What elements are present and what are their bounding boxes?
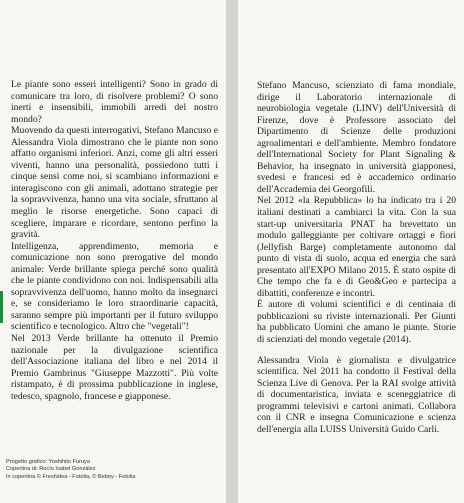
credit-cover-design: Copertina di: Rocío Isabel González xyxy=(6,466,96,473)
awards-paragraph: Nel 2013 Verde brillante ha ottenuto il Premio nazionale per la divulgazione scientifica dell'Associazione italiana del libro e nel 2014 il Premio Gambrinus "Giuseppe Mazzotti". Più volte ristampato, è di prossima pubblicazione in inglese, tedesco, spagnolo, francese e giapponese. xyxy=(11,333,218,402)
credit-graphic-design: Progetto grafico: Yoshihito Furuya xyxy=(6,459,90,465)
credits xyxy=(6,459,136,481)
green-edge-stripe xyxy=(0,291,3,323)
mancuso-publications-paragraph: È autore di volumi scientifici e di centinaia di pubblicazioni su riviste internazionali. Per Giunti ha pubblicato Uomini che amano le piante. Storie di scienziati del mondo vegetale (2014). xyxy=(257,299,456,346)
credit-cover-image: In copertina © Freshidea - Fotolia, © Beboy - Fotolia xyxy=(6,473,136,480)
viola-bio-paragraph: Alessandra Viola è giornalista e divulgatrice scientifica. Nel 2011 ha condotto il Festival della Scienza Live di Genova. Per la RAI svolge attività di documentaristica, inviata e sceneggiatrice di programmi televisivi e cartoni animati. Collabora con il CNR e insegna Comunicazione e scienza dell'energia alla LUISS Università Guido Carli. xyxy=(257,354,456,435)
right-flap-text xyxy=(257,80,456,435)
book-summary-paragraph: Muovendo da questi interrogativi, Stefano Mancuso e Alessandra Viola dimostrano che le piante non sono affatto organismi inferiori. Anzi, come gli altri esseri viventi, hanno una personalità, possiedono tutti i cinque sensi come noi, si scambiano informazioni e interagiscono con gli animali, adottano strategie per la sopravvivenza, hanno una vita sociale, sfruttano al meglio le risorse energetiche. Sono capaci di scegliere, imparare e ricordare, sentono perfino la gravità. xyxy=(11,125,218,241)
left-flap-text xyxy=(11,79,218,402)
mancuso-achievements-paragraph: Nel 2012 «la Repubblica» lo ha indicato tra i 20 italiani destinati a cambiarci la vita. Con la sua start-up universitaria PNAT ha brevettato un modulo galleggiante per coltivare ortaggi e fiori (Jellyfish Barge) completamente autonomo dal punto di vista di suolo, acqua ed energia che sarà presentato all'EXPO Milano 2015. È stato ospite di Che tempo che fa e di Geo&Geo e partecipa a dibattiti, conferenze e incontri. xyxy=(257,195,456,299)
left-flap xyxy=(0,0,226,503)
intro-questions-paragraph: Le piante sono esseri intelligenti? Sono in grado di comunicare tra loro, di risolvere problemi? O sono inerti e insensibili, immobili arredi del nostro mondo? xyxy=(11,79,218,125)
mancuso-bio-paragraph: Stefano Mancuso, scienziato di fama mondiale, dirige il Laboratorio internazionale di neurobiologia vegetale (LINV) dell'Università di Firenze, dove è Professore associato del Dipartimento di Scienze delle produzioni agroalimentari e dell'ambiente. Membro fondatore dell'International Society for Plant Signaling & Behavior, ha insegnato in università giapponesi, svedesi e francesi ed è accademico ordinario dell'Accademia dei Georgofili. xyxy=(257,80,456,195)
right-flap xyxy=(238,0,464,503)
plant-intelligence-paragraph: Intelligenza, apprendimento, memoria e comunicazione non sono prerogative del mondo animale: Verde brillante spiega perché sono qualità che le piante condividono con noi. Indispensabili alla sopravvivenza dell'uomo, hanno molto da insegnarci e, se consideriamo le loro straordinarie capacità, saranno sempre più importanti per il futuro sviluppo scientifico e tecnologico. Altro che "vegetali"! xyxy=(11,240,218,333)
